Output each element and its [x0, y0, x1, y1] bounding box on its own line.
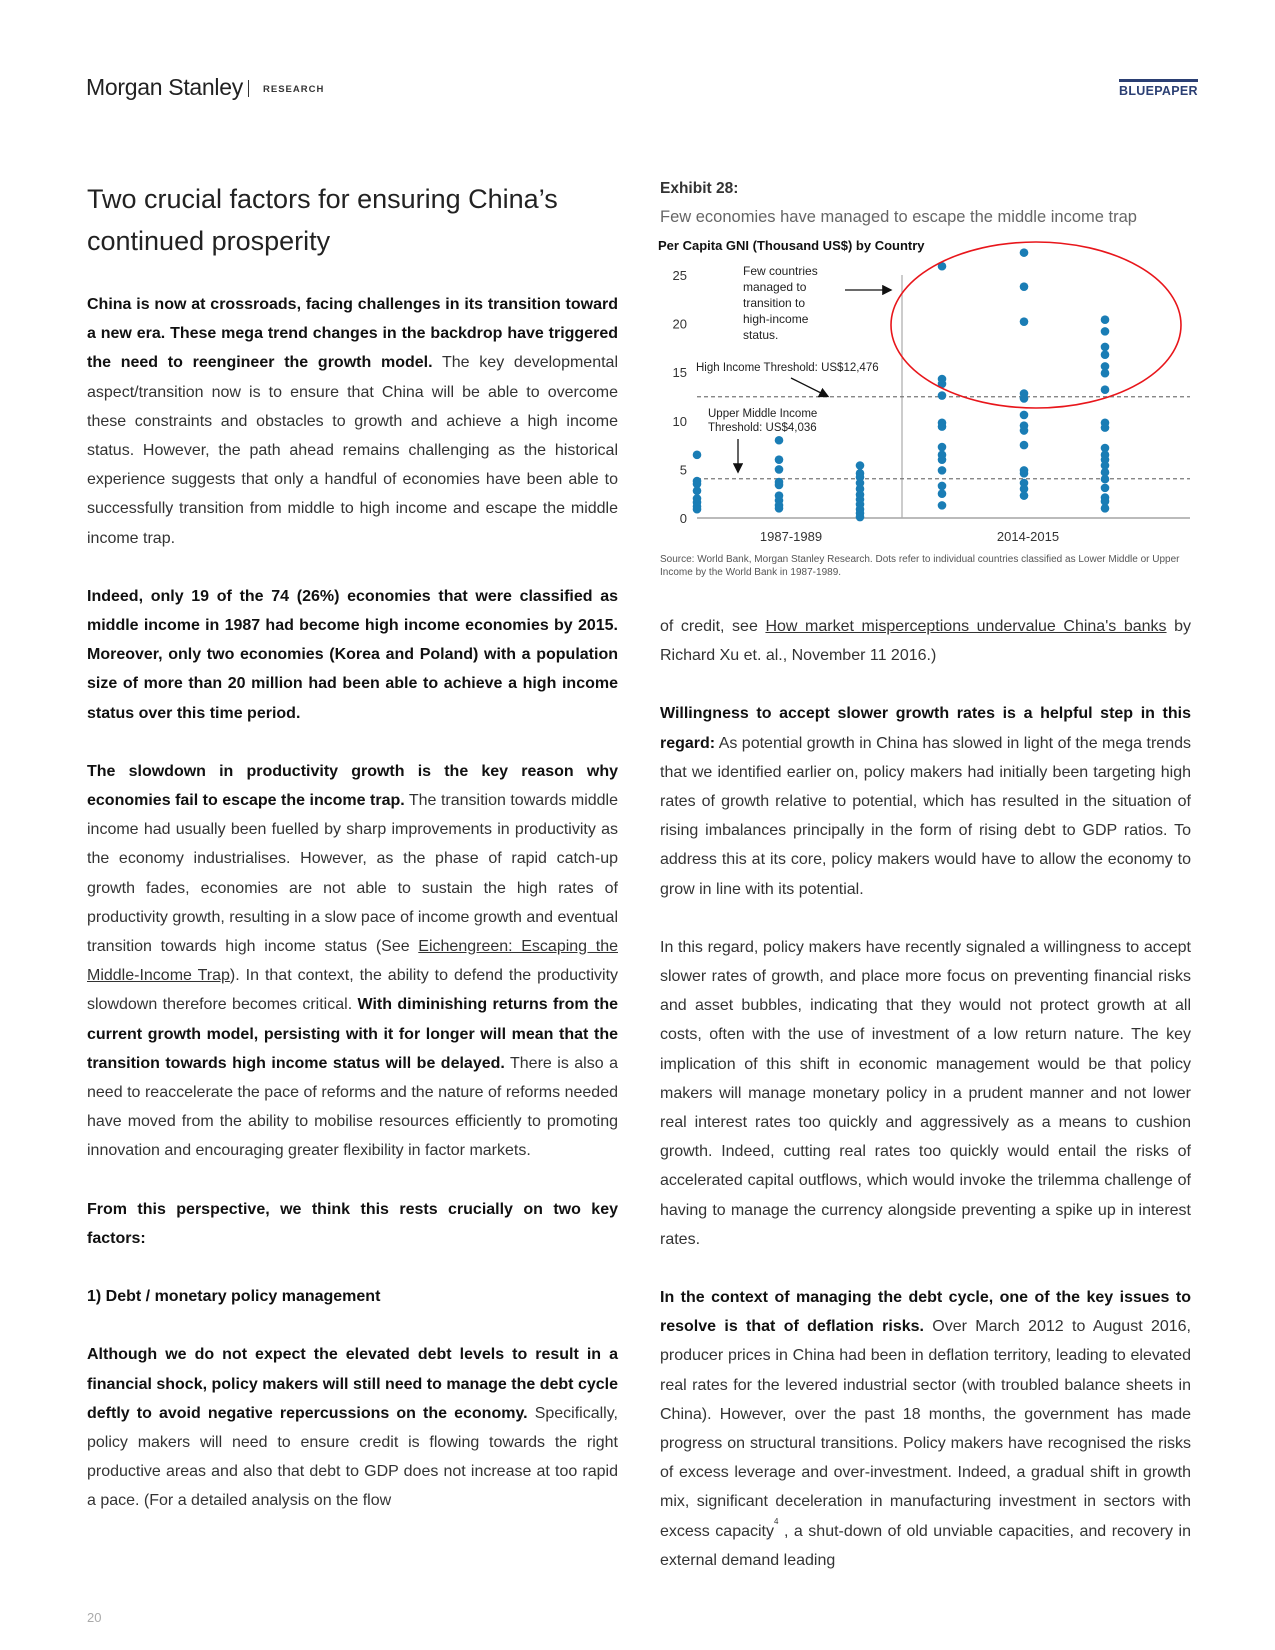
body-text: of credit, see: [660, 618, 766, 635]
data-point: [1020, 485, 1029, 494]
series-badge: BLUEPAPER: [1119, 79, 1198, 98]
paragraph: [87, 1195, 618, 1253]
data-point: [1101, 484, 1110, 493]
body-text: Specifically, policy makers will need to ensure credit is flowing towards the right productive areas and also that debt to GDP does not increase at too rapid a pace. (For a detailed analysis on the flow: [87, 1404, 618, 1510]
data-point: [775, 504, 784, 513]
bold-text: Willingness to accept slower growth rates is a helpful step in this regard:: [660, 705, 1191, 752]
section-label: RESEARCH: [263, 84, 325, 95]
data-point: [856, 509, 865, 518]
data-point: [1101, 369, 1110, 378]
data-point: [775, 478, 784, 487]
data-point: [1101, 468, 1110, 477]
data-point: [775, 491, 784, 500]
y-tick-label: 25: [672, 268, 687, 283]
morgan-stanley-logo: Morgan Stanley: [86, 74, 243, 100]
highlight-ellipse: [891, 242, 1181, 408]
data-point: [1020, 282, 1029, 291]
right-column: [660, 612, 1191, 1604]
body-text: In this regard, policy makers have recently signaled a willingness to accept slower rates of growth, and place more focus on preventing financial risks and asset bubbles, indicating that they would not protect growth at all costs, often with the use of investment of a low return nature. The key implication of this shift in economic management would be that policy makers will manage monetary policy in a prudent manner and not lower real interest rates too quickly and aggressively as a means to cushion growth. Indeed, cutting real rates too quickly would entail the risks of accelerated capital outflows, which would invoke the trilemma challenge of having to manage the currency alongside preventing a spike up in interest rates.: [660, 938, 1191, 1248]
paragraph: [87, 1340, 618, 1515]
data-point: [1101, 385, 1110, 394]
bold-text: In the context of managing the debt cycle, one of the key issues to resolve is that of deflation risks.: [660, 1289, 1191, 1336]
arrow-icon: [791, 378, 827, 396]
data-point: [1101, 493, 1110, 502]
exhibit-source: Source: World Bank, Morgan Stanley Research. Dots refer to individual countries classified as Lower Middle or Upper Income by the World Bank in 1987-1989.: [660, 554, 1180, 578]
data-point: [938, 422, 947, 431]
data-point: [938, 375, 947, 384]
body-text: The transition towards middle income had usually been fuelled by sharp improvements in productivity as the economy industrialises. However, as the phase of rapid catch-up growth fades, economies are not able to sustain the high rates of productivity growth, resulting in a slow pace of income growth and eventual transition towards high income status (See: [87, 792, 618, 956]
data-point: [856, 513, 865, 522]
threshold-label: High Income Threshold: US$12,476: [696, 362, 879, 374]
footnote-marker: 4: [774, 1516, 779, 1526]
data-point: [775, 436, 784, 445]
data-point: [1101, 475, 1110, 484]
data-point: [693, 480, 702, 489]
left-column: [87, 290, 618, 1545]
exhibit-label: Exhibit 28:: [660, 180, 739, 197]
body-text: , a shut-down of old unviable capacities, and recovery in external demand leading: [660, 1522, 1192, 1569]
y-tick-label: 20: [672, 316, 687, 332]
data-point: [938, 443, 947, 452]
x-tick-label: 2014-2015: [996, 529, 1060, 544]
data-point: [856, 495, 865, 504]
data-point: [775, 496, 784, 505]
data-point: [1101, 315, 1110, 324]
data-point: [1020, 441, 1029, 450]
data-point: [1020, 491, 1029, 500]
threshold-label: Upper Middle Income: [708, 408, 818, 420]
x-tick-label: 1987-1989: [759, 529, 823, 544]
bold-text: Although we do not expect the elevated debt levels to result in a financial shock, policy makers will still need to manage the debt cycle deftly to avoid negative repercussions on the economy.: [87, 1346, 618, 1422]
data-point: [1020, 317, 1029, 326]
data-point: [693, 498, 702, 507]
data-point: [1020, 479, 1029, 488]
data-point: [938, 466, 947, 475]
paragraph: [660, 1283, 1191, 1575]
data-point: [775, 481, 784, 490]
y-tick-label: 15: [672, 365, 687, 381]
data-point: [1101, 461, 1110, 470]
paragraph: [87, 1282, 618, 1311]
body-text: The key developmental aspect/transition now is to ensure that China will be able to overcome these constraints and obstacles to growth and achieve a high income status. However, the path ahead remains challenging as the historical experience suggests that only a handful of economies have been able to successfully transition from middle to high income and escape the middle income trap.: [87, 354, 618, 547]
data-point: [1101, 423, 1110, 432]
bold-text: The slowdown in productivity growth is the key reason why economies fail to escape the income trap.: [87, 762, 618, 810]
data-point: [856, 479, 865, 488]
data-point: [1020, 466, 1029, 475]
bold-text: China is now at crossroads, facing challenges in its transition toward a new era. These mega trend changes in the backdrop have triggered the need to reengineer the growth model.: [87, 296, 618, 372]
body-text: ). In that context, the ability to defend the productivity slowdown therefore becomes critical.: [87, 967, 619, 1014]
report-link[interactable]: How market misperceptions undervalue China's banks: [765, 618, 1167, 635]
header-divider: [248, 80, 249, 97]
data-point: [693, 505, 702, 514]
body-text: Over March 2012 to August 2016, producer prices in China had been in deflation territory, leading to elevated real rates for the levered industrial sector (with troubled balance sheets in China). However, over the past 18 months, the government has made progress on structural transitions. Policy makers have recognised the risks of excess leverage and over-investment. Indeed, a gradual shift in growth mix, significant deceleration in manufacturing investment in sectors with excess capacity: [660, 1318, 1192, 1540]
paragraph: [87, 757, 618, 1166]
data-point: [1020, 411, 1029, 420]
paragraph: [660, 612, 1191, 670]
data-point: [1101, 451, 1110, 460]
y-tick-label: 10: [672, 413, 687, 429]
data-point: [1101, 444, 1110, 453]
data-point: [938, 451, 947, 460]
annotation-text: high-income: [743, 312, 809, 326]
data-point: [1020, 426, 1029, 435]
data-point: [938, 418, 947, 427]
bold-text: Indeed, only 19 of the 74 (26%) economies that were classified as middle income in 1987 had become high income economies by 2015. Moreover, only two economies (Korea and Poland) with a population size of more than 20 million had been able to achieve a high income status over this time period.: [87, 587, 618, 722]
data-point: [856, 505, 865, 514]
data-point: [938, 482, 947, 491]
y-tick-label: 0: [679, 511, 687, 526]
annotation-text: transition to: [743, 296, 806, 310]
data-point: [1101, 504, 1110, 513]
annotation-text: Few countries: [743, 264, 818, 278]
data-point: [1101, 455, 1110, 464]
data-point: [1020, 389, 1029, 398]
body-text: As potential growth in China has slowed in light of the mega trends that we identified earlier on, policy makers had initially been targeting high rates of growth relative to potential, which has resulted in the situation of rising imbalances principally in the form of rising debt to GDP ratios. To address this at its core, policy makers would have to allow the economy to grow in line with its potential.: [660, 734, 1191, 898]
data-point: [1020, 394, 1029, 403]
threshold-label: Threshold: US$4,036: [708, 422, 817, 434]
data-point: [856, 490, 865, 499]
exhibit-subtitle: Few economies have managed to escape the middle income trap: [660, 208, 1137, 226]
y-tick-label: 5: [679, 462, 687, 478]
data-point: [938, 489, 947, 498]
data-point: [856, 473, 865, 482]
data-point: [775, 465, 784, 474]
bold-text: 1) Debt / monetary policy management: [87, 1288, 381, 1306]
annotation-text: status.: [743, 328, 779, 342]
data-point: [1020, 421, 1029, 430]
data-point: [775, 455, 784, 464]
paragraph: [660, 699, 1191, 903]
page-title: Two crucial factors for ensuring China’s continued prosperity: [87, 184, 558, 256]
data-point: [693, 477, 702, 486]
data-point: [693, 486, 702, 495]
data-point: [1020, 248, 1029, 257]
paragraph: [87, 582, 618, 728]
data-point: [856, 461, 865, 470]
data-point: [1101, 362, 1110, 371]
data-point: [856, 485, 865, 494]
body-text: There is also a need to reaccelerate the pace of reforms and the nature of reforms needed have moved from the ability to mobilise resources efficiently to promoting innovation and encouraging greater flexibility in factor markets.: [87, 1054, 618, 1160]
data-point: [1020, 469, 1029, 478]
data-point: [856, 469, 865, 478]
report-link[interactable]: Eichengreen: Escaping the Middle-Income Trap: [87, 938, 618, 985]
data-point: [938, 380, 947, 389]
page-number: 20: [87, 1610, 102, 1625]
data-point: [1101, 343, 1110, 352]
data-point: [1101, 327, 1110, 336]
paragraph: [660, 933, 1191, 1254]
bold-text: From this perspective, we think this rests crucially on two key factors:: [87, 1200, 618, 1247]
data-point: [856, 500, 865, 509]
data-point: [693, 451, 702, 460]
data-point: [693, 502, 702, 511]
chart-title: Per Capita GNI (Thousand US$) by Country: [658, 238, 925, 253]
data-point: [775, 501, 784, 510]
data-point: [938, 501, 947, 510]
paragraph: [87, 290, 618, 553]
data-point: [1101, 497, 1110, 506]
body-text: by Richard Xu et. al., November 11 2016.): [660, 618, 1192, 665]
data-point: [938, 391, 947, 400]
data-point: [693, 494, 702, 503]
data-point: [1101, 350, 1110, 359]
data-point: [1101, 418, 1110, 427]
annotation-text: managed to: [743, 280, 807, 294]
bold-text: With diminishing returns from the current growth model, persisting with it for longer will mean that the transition towards high income status will be delayed.: [87, 996, 618, 1072]
data-point: [938, 455, 947, 464]
data-point: [938, 262, 947, 271]
